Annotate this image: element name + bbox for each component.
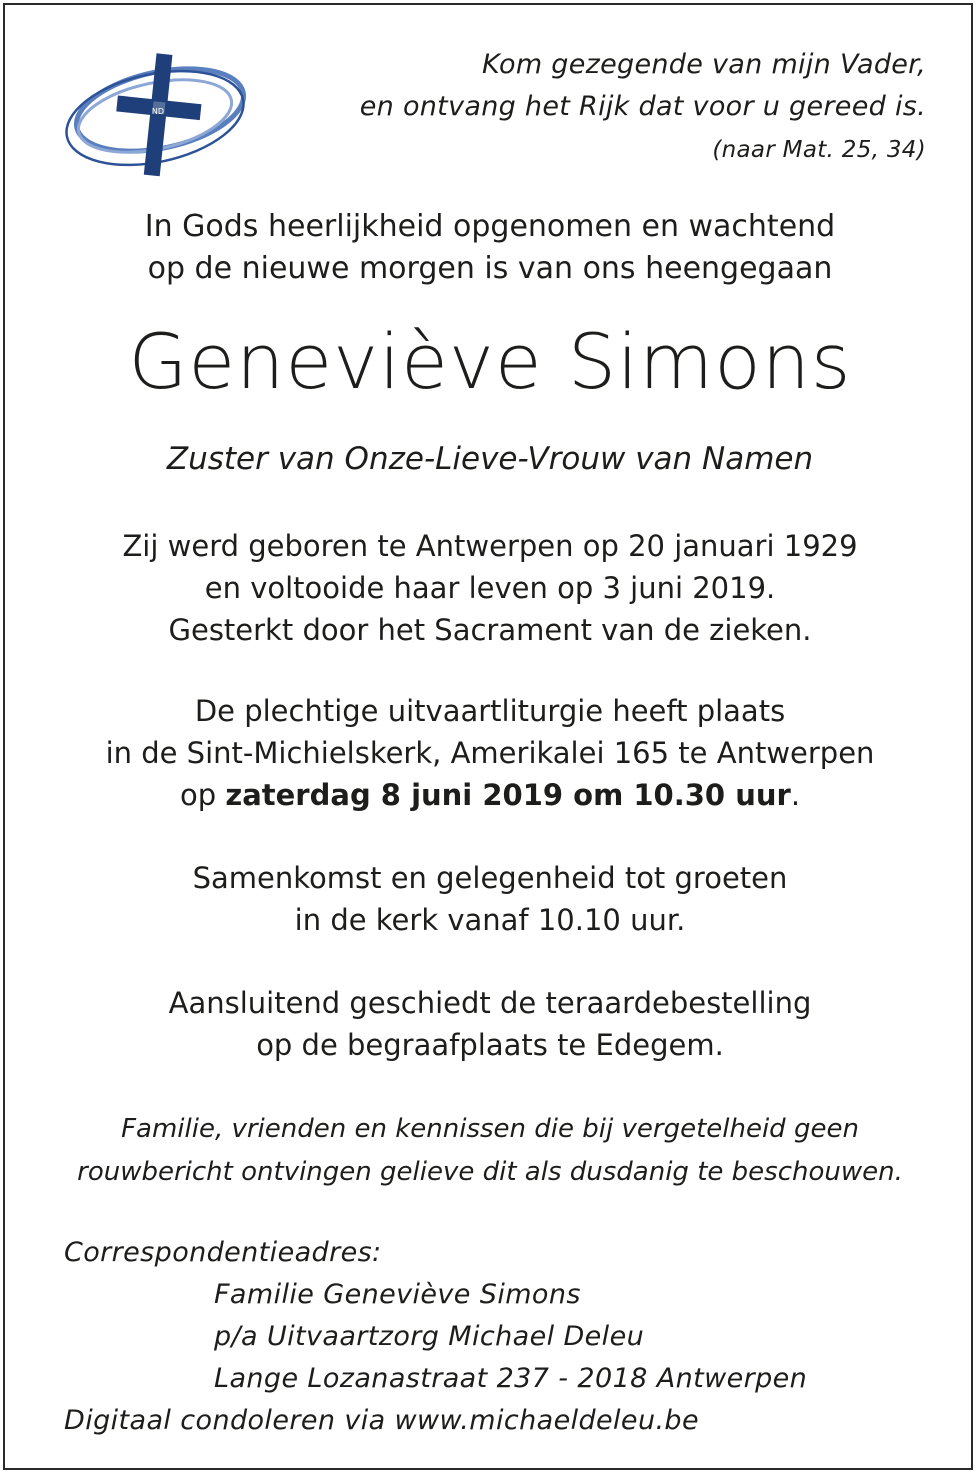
birth-paragraph xyxy=(0,525,980,651)
burial-paragraph xyxy=(0,982,980,1066)
deceased-name: Geneviève Simons xyxy=(128,317,852,406)
quote-reference: (naar Mat. 25, 34) xyxy=(712,137,926,163)
correspondence-line-3: Lange Lozanastraat 237 - 2018 Antwerpen xyxy=(214,1363,808,1394)
quote-line-2: en ontvang het Rijk dat voor u gereed is. xyxy=(359,91,926,122)
birth-line-1: Zij werd geboren te Antwerpen op 20 januari 1929 xyxy=(122,529,858,563)
burial-line-1: Aansluitend geschiedt de teraardebestelling xyxy=(168,986,812,1020)
birth-line-2: en voltooide haar leven op 3 juni 2019. xyxy=(204,571,776,605)
quote-line-1: Kom gezegende van mijn Vader, xyxy=(481,49,926,80)
note-line-1: Familie, vrienden en kennissen die bij vergetelheid geen xyxy=(121,1114,859,1144)
intro-line-1: In Gods heerlijkheid opgenomen en wachtend xyxy=(144,209,836,244)
funeral-date-suffix: . xyxy=(790,778,801,812)
scripture-quote xyxy=(360,44,926,172)
gathering-line-1: Samenkomst en gelegenheid tot groeten xyxy=(192,861,788,895)
funeral-date: zaterdag 8 juni 2019 om 10.30 uur xyxy=(225,778,791,812)
funeral-date-prefix: op xyxy=(179,778,226,812)
condolence-link[interactable]: Digitaal condoleren via www.michaeldeleu.be xyxy=(64,1405,699,1436)
funeral-line-3 xyxy=(0,774,980,816)
note-line-2: rouwbericht ontvingen gelieve dit als dusdanig te beschouwen. xyxy=(77,1157,903,1187)
correspondence-label: Correspondentieadres: xyxy=(64,1237,382,1268)
funeral-line-2: in de Sint-Michielskerk, Amerikalei 165 te Antwerpen xyxy=(105,736,875,770)
gathering-line-2: in de kerk vanaf 10.10 uur. xyxy=(294,903,686,937)
intro-line-2: op de nieuwe morgen is van ons heengegaan xyxy=(147,251,833,286)
deceased-subtitle: Zuster van Onze-Lieve-Vrouw van Namen xyxy=(166,441,814,477)
burial-line-2: op de begraafplaats te Edegem. xyxy=(256,1028,724,1062)
notice-note xyxy=(0,1108,980,1194)
correspondence-block xyxy=(64,1232,807,1442)
gathering-paragraph xyxy=(0,857,980,941)
funeral-line-1: De plechtige uitvaartliturgie heeft plaats xyxy=(194,694,786,728)
funeral-paragraph xyxy=(0,690,980,816)
correspondence-line-2: p/a Uitvaartzorg Michael Deleu xyxy=(214,1321,645,1352)
cross-logo-icon xyxy=(60,48,250,188)
intro-text xyxy=(0,206,980,290)
birth-line-3: Gesterkt door het Sacrament van de zieken. xyxy=(168,613,812,647)
correspondence-line-1: Familie Geneviève Simons xyxy=(214,1279,581,1310)
logo-monogram: ND xyxy=(151,107,165,116)
